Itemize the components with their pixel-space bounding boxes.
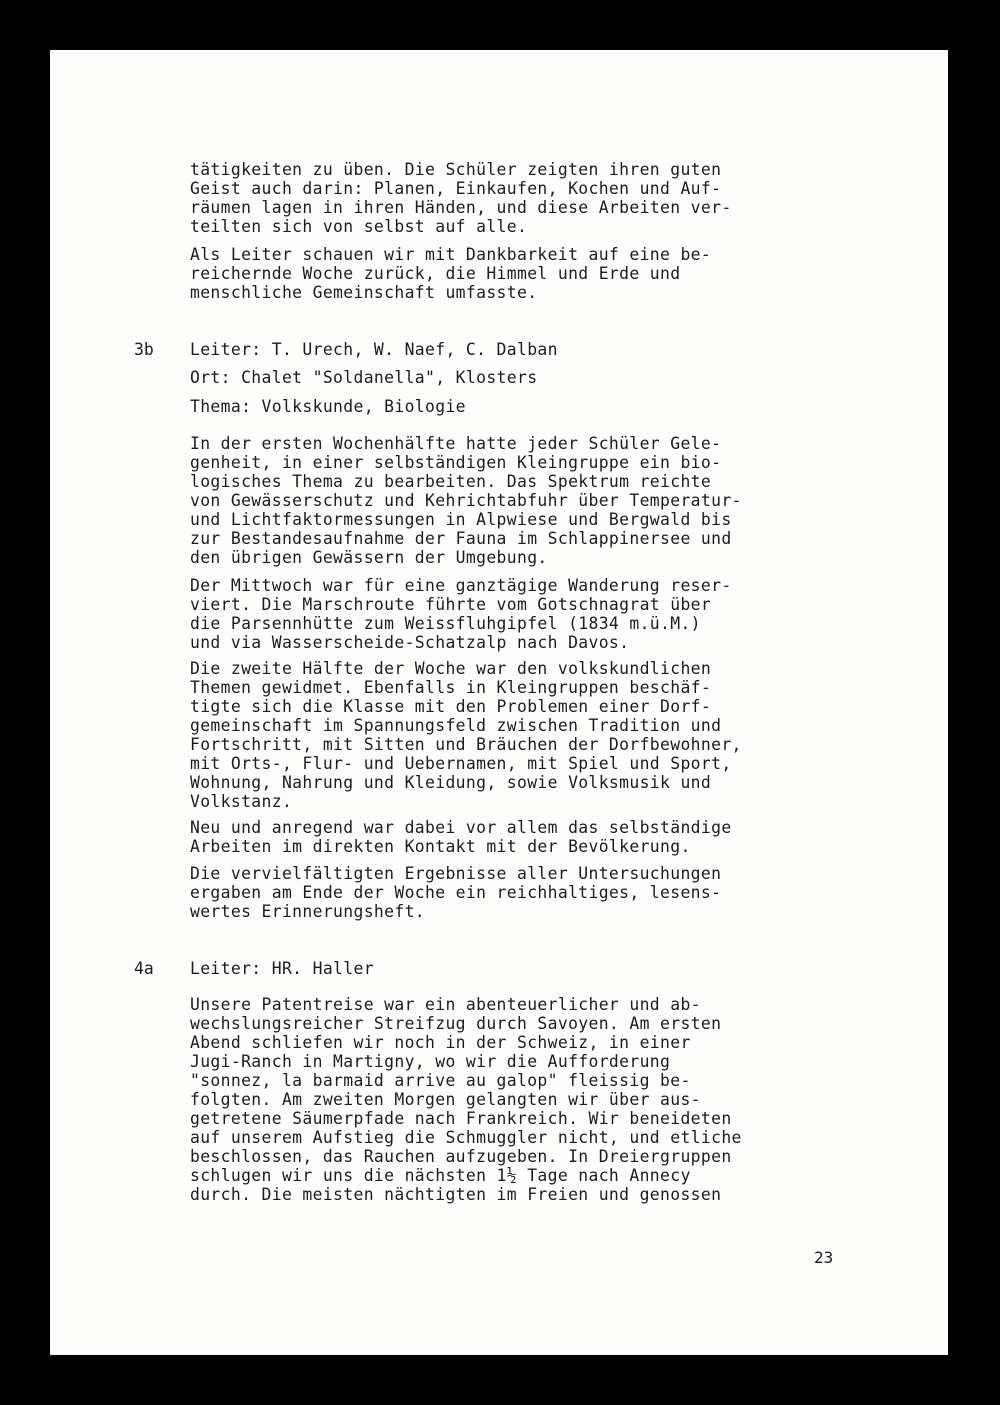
text-line: teilten sich von selbst auf alle. (190, 217, 528, 236)
text-line: ergaben am Ende der Woche ein reichhaltiges, lesens- (190, 883, 722, 902)
text-line: Arbeiten im direkten Kontakt mit der Bevölkerung. (190, 837, 691, 856)
text-line: getretene Säumerpfade nach Frankreich. Wir beneideten (190, 1109, 732, 1128)
text-line: und Lichtfaktormessungen in Alpwiese und Bergwald bis (190, 510, 732, 529)
text-line: reichernde Woche zurück, die Himmel und Erde und (190, 264, 681, 283)
text-line: durch. Die meisten nächtigten im Freien und genossen (190, 1185, 722, 1204)
text-line: wechslungsreicher Streifzug durch Savoyen. Am ersten (190, 1014, 722, 1033)
text-line: Geist auch darin: Planen, Einkaufen, Kochen und Auf- (190, 179, 722, 198)
document-page (50, 50, 948, 1355)
text-line: tätigkeiten zu üben. Die Schüler zeigten ihren guten (190, 160, 722, 179)
text-line: Als Leiter schauen wir mit Dankbarkeit auf eine be- (190, 245, 712, 264)
text-line: zur Bestandesaufnahme der Fauna im Schlappinersee und (190, 529, 732, 548)
leiter-line: Leiter: T. Urech, W. Naef, C. Dalban (190, 340, 558, 359)
text-line: und via Wasserscheide-Schatzalp nach Davos. (190, 633, 630, 652)
text-line: gemeinschaft im Spannungsfeld zwischen Tradition und (190, 716, 722, 735)
text-line: Themen gewidmet. Ebenfalls in Kleingruppen beschäf- (190, 678, 712, 697)
text-line: genheit, in einer selbständigen Kleingruppe ein bio- (190, 453, 722, 472)
text-line: Abend schliefen wir noch in der Schweiz, in einer (190, 1033, 691, 1052)
leiter-line: Leiter: HR. Haller (190, 959, 374, 978)
text-line: räumen lagen in ihren Händen, und diese Arbeiten ver- (190, 198, 732, 217)
text-line: schlugen wir uns die nächsten 1½ Tage nach Annecy (190, 1166, 691, 1185)
text-line: menschliche Gemeinschaft umfasste. (190, 283, 538, 302)
section-marker-4a: 4a (134, 959, 154, 978)
thema-line: Thema: Volkskunde, Biologie (190, 397, 466, 416)
text-line: auf unserem Aufstieg die Schmuggler nicht, und etliche (190, 1128, 742, 1147)
text-line: Volkstanz. (190, 792, 293, 811)
text-line: logisches Thema zu bearbeiten. Das Spektrum reichte (190, 472, 712, 491)
text-line: tigte sich die Klasse mit den Problemen einer Dorf- (190, 697, 712, 716)
text-line: Wohnung, Nahrung und Kleidung, sowie Volksmusik und (190, 773, 712, 792)
text-line: die Parsennhütte zum Weissfluhgipfel (1834 m.ü.M.) (190, 614, 701, 633)
text-line: Die vervielfältigten Ergebnisse aller Untersuchungen (190, 864, 722, 883)
text-line: wertes Erinnerungsheft. (190, 902, 426, 921)
text-line: den übrigen Gewässern der Umgebung. (190, 548, 548, 567)
text-line: von Gewässerschutz und Kehrichtabfuhr über Temperatur- (190, 491, 742, 510)
text-line: Neu und anregend war dabei vor allem das selbständige (190, 818, 732, 837)
text-line: In der ersten Wochenhälfte hatte jeder Schüler Gele- (190, 434, 722, 453)
text-line: mit Orts-, Flur- und Uebernamen, mit Spiel und Sport, (190, 754, 732, 773)
text-line: "sonnez, la barmaid arrive au galop" fleissig be- (190, 1071, 691, 1090)
text-line: viert. Die Marschroute führte vom Gotschnagrat über (190, 595, 712, 614)
section-marker-3b: 3b (134, 340, 154, 359)
text-line: Der Mittwoch war für eine ganztägige Wanderung reser- (190, 576, 732, 595)
page-number: 23 (814, 1248, 834, 1267)
text-line: Fortschritt, mit Sitten und Bräuchen der Dorfbewohner, (190, 735, 742, 754)
text-line: beschlossen, das Rauchen aufzugeben. In Dreiergruppen (190, 1147, 732, 1166)
ort-line: Ort: Chalet "Soldanella", Klosters (190, 368, 538, 387)
text-line: Unsere Patentreise war ein abenteuerlicher und ab- (190, 995, 701, 1014)
text-line: Die zweite Hälfte der Woche war den volkskundlichen (190, 659, 712, 678)
text-line: Jugi-Ranch in Martigny, wo wir die Aufforderung (190, 1052, 671, 1071)
text-line: folgten. Am zweiten Morgen gelangten wir über aus- (190, 1090, 701, 1109)
